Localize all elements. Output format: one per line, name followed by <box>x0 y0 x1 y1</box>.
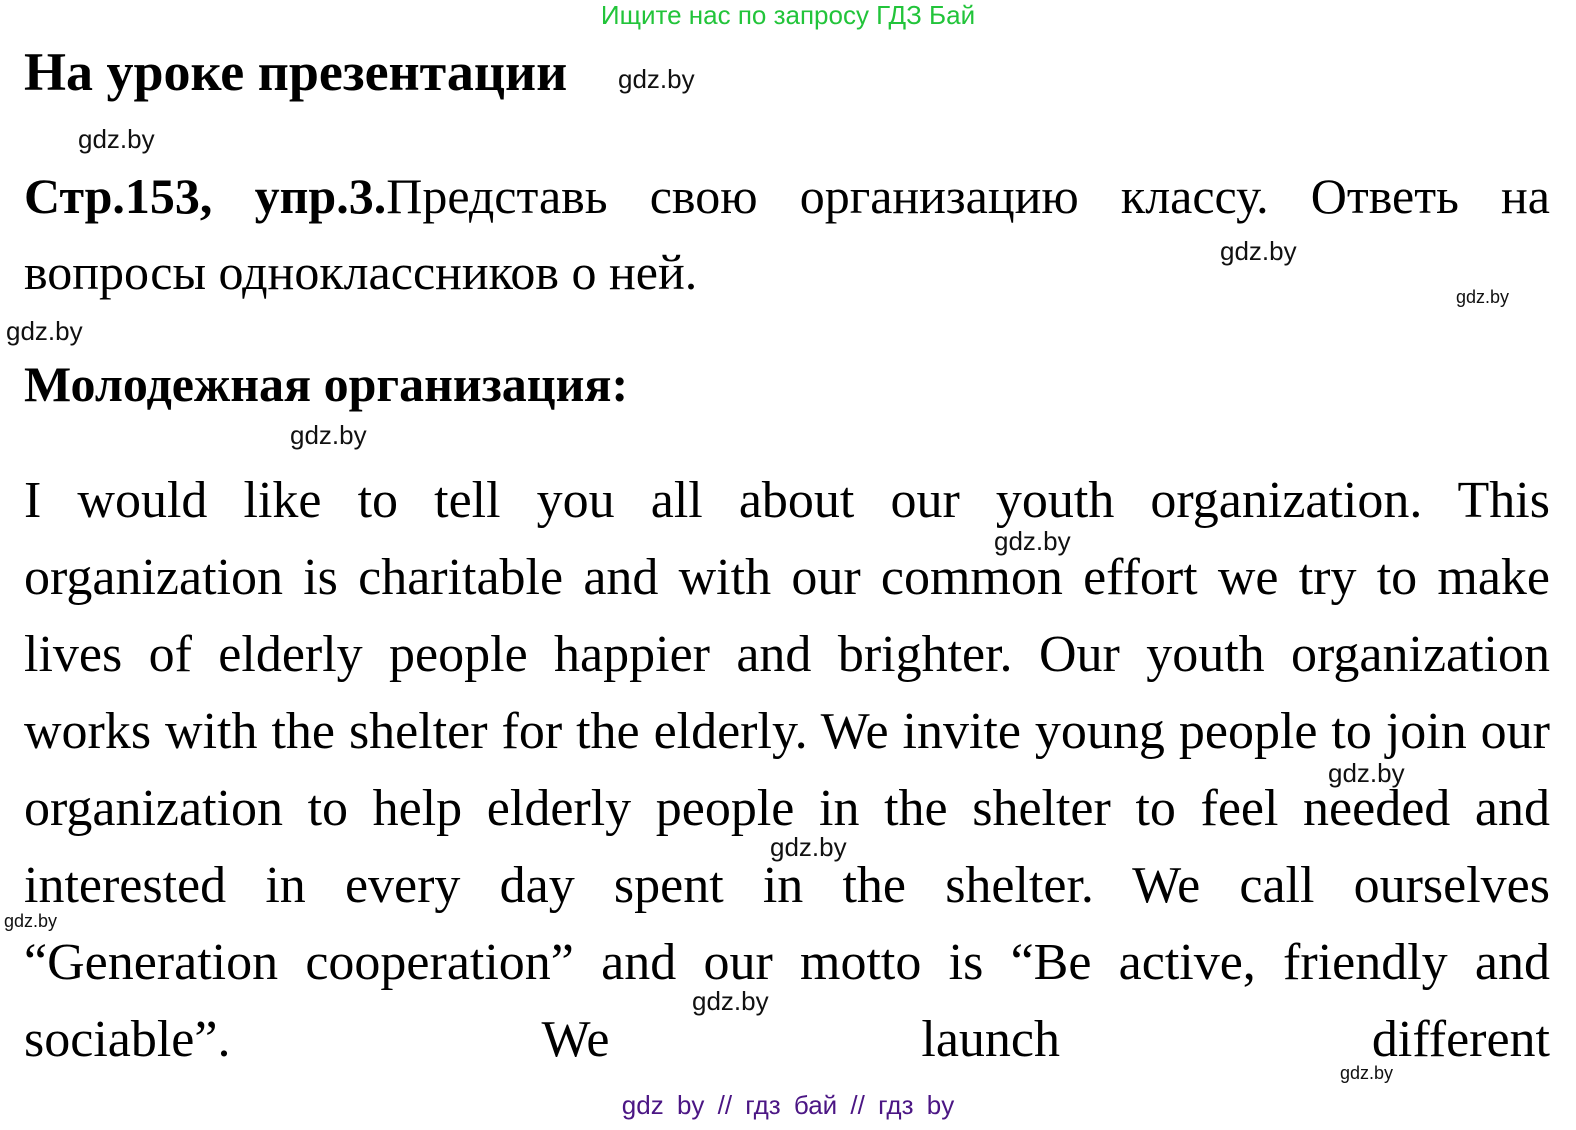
answer-text: I would like to tell you all about our youth organization. This organization is charitable and with our common effort we try to make lives of elderly people happier and brighter. Our youth organization works with the shelter for the elderly. We invite young people to join our organization to help elderly people in the shelter to feel needed and interested in every day spent in the shelter. We call ourselves “Generation cooperation” and our motto is “Be active, friendly and sociable”. We launch different <box>24 472 1550 1068</box>
watermark: gdz.by <box>1340 1063 1394 1083</box>
watermark: gdz.by <box>1456 287 1510 307</box>
watermark: gdz.by <box>1328 758 1405 788</box>
page-heading: На уроке презентации <box>24 42 568 102</box>
section-subheading: Молодежная организация: <box>24 356 629 412</box>
exercise-text: Представь свою организацию классу. Ответь на вопросы одноклассников о ней. <box>24 168 1550 300</box>
top-banner: Ищите нас по запросу ГДЗ Бай <box>600 0 976 30</box>
watermark: gdz.by <box>692 986 769 1016</box>
watermark: gdz.by <box>4 911 58 931</box>
watermark: gdz.by <box>618 64 695 94</box>
watermark: gdz.by <box>6 316 83 346</box>
watermark: gdz.by <box>290 420 367 450</box>
watermark: gdz.by <box>994 526 1071 556</box>
watermark: gdz.by <box>770 832 847 862</box>
watermark: gdz.by <box>78 124 155 154</box>
watermark: gdz.by <box>1220 236 1297 266</box>
footer-links: gdz by // гдз бай // гдз by <box>621 1090 955 1120</box>
exercise-ref: Стр.153, упр.3. <box>24 168 387 224</box>
exercise-task <box>24 158 1550 310</box>
